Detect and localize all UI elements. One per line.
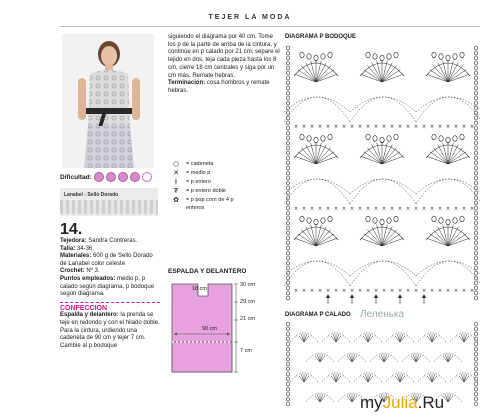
svg-text:×: ×: [422, 288, 427, 294]
magazine-header: TEJER LA MODA: [208, 14, 292, 21]
svg-text:×: ×: [454, 288, 459, 294]
yarn-sample-image: [60, 200, 158, 214]
svg-text:×: ×: [430, 206, 435, 212]
svg-text:×: ×: [382, 124, 387, 130]
svg-text:×: ×: [414, 288, 419, 294]
svg-text:×: ×: [390, 124, 395, 130]
svg-text:×: ×: [390, 288, 395, 294]
legend-label: = p entero: [186, 179, 211, 185]
watermark: Леленька: [360, 309, 405, 320]
svg-text:×: ×: [382, 288, 387, 294]
difficulty-dot-empty-icon: [142, 172, 152, 182]
svg-text:×: ×: [310, 288, 315, 294]
puntos-key: Puntos empleados:: [60, 275, 116, 282]
svg-text:×: ×: [422, 124, 427, 130]
svg-text:×: ×: [398, 206, 403, 212]
svg-text:×: ×: [318, 206, 323, 212]
svg-text:×: ×: [310, 206, 315, 212]
svg-text:×: ×: [406, 124, 411, 130]
difficulty-dot-icon: [106, 172, 116, 182]
svg-text:×: ×: [302, 124, 307, 130]
svg-text:×: ×: [302, 288, 307, 294]
difficulty-dot-icon: [118, 172, 128, 182]
legend-item: [170, 160, 246, 168]
talla-value: 34-36.: [76, 245, 94, 252]
difficulty-rating: [60, 172, 152, 182]
svg-text:×: ×: [430, 288, 435, 294]
dim-h2: 29 cm: [240, 299, 255, 305]
legend-label: = p entero doble: [186, 188, 226, 194]
svg-text:×: ×: [342, 288, 347, 294]
espalda-key: Espalda y delantero:: [60, 312, 119, 319]
svg-text:×: ×: [406, 288, 411, 294]
svg-text:×: ×: [406, 206, 411, 212]
talla-key: Talla:: [60, 245, 76, 252]
single-crochet-icon: ✕: [173, 169, 179, 177]
svg-text:×: ×: [366, 124, 371, 130]
svg-text:×: ×: [350, 288, 355, 294]
espalda-value: la prenda se teje en redondo y con el hilado doble. Para la cintura, urdiendo una cadeneta de 90 cm y tejer 7 cm. Cambie al p bodoque: [60, 312, 160, 349]
double-crochet-icon: ƚ: [175, 178, 177, 186]
svg-text:×: ×: [470, 206, 475, 212]
svg-text:×: ×: [398, 288, 403, 294]
svg-text:×: ×: [462, 124, 467, 130]
svg-text:×: ×: [438, 124, 443, 130]
svg-text:×: ×: [374, 288, 379, 294]
difficulty-dot-icon: [130, 172, 140, 182]
svg-text:×: ×: [446, 288, 451, 294]
svg-text:×: ×: [462, 288, 467, 294]
svg-text:×: ×: [374, 124, 379, 130]
svg-text:×: ×: [462, 206, 467, 212]
confeccion-heading: CONFECCIÓN: [60, 302, 160, 313]
svg-text:×: ×: [438, 288, 443, 294]
dim-h1: 30 cm: [240, 282, 255, 288]
svg-text:×: ×: [310, 124, 315, 130]
svg-text:×: ×: [294, 124, 299, 130]
svg-text:×: ×: [454, 206, 459, 212]
svg-text:×: ×: [326, 206, 331, 212]
svg-text:×: ×: [366, 206, 371, 212]
dim-top: 18 cm: [192, 286, 207, 292]
crochet-key: Crochet:: [60, 268, 85, 275]
garment-schematic: [168, 276, 280, 394]
svg-text:×: ×: [334, 206, 339, 212]
svg-text:×: ×: [438, 206, 443, 212]
svg-text:×: ×: [342, 124, 347, 130]
svg-text:×: ×: [358, 124, 363, 130]
svg-text:×: ×: [294, 288, 299, 294]
svg-text:×: ×: [414, 206, 419, 212]
tejedora-value: Sandra Contreras.: [88, 238, 138, 244]
difficulty-label: Dificultad:: [60, 173, 92, 181]
instructions-body: siguiendo el diagrama por 40 cm. Tome los p de la parte de arriba de la cintura, y continúe en p calado por 21 cm; separe el tejido en dos, teja cada pieza hasta los 8 cm, cierre 18 cm centrales y siga por un cm más. Remate hebras.: [168, 34, 280, 79]
stitch-legend: [170, 160, 246, 213]
svg-text:×: ×: [350, 206, 355, 212]
svg-text:×: ×: [382, 206, 387, 212]
svg-text:×: ×: [454, 124, 459, 130]
difficulty-dot-icon: [94, 172, 104, 182]
yarn-label: Lanabel - Sello Dorado: [64, 192, 119, 198]
dim-width: 90 cm: [202, 326, 217, 332]
instructions-text: [168, 34, 280, 96]
svg-text:×: ×: [358, 288, 363, 294]
svg-text:×: ×: [350, 124, 355, 130]
svg-text:×: ×: [470, 124, 475, 130]
svg-text:×: ×: [446, 124, 451, 130]
legend-label: = p pop corn de 4 p enteros: [186, 197, 234, 211]
bodoque-stitch-diagram: [284, 44, 480, 306]
popcorn-stitch-icon: ✿: [173, 196, 179, 204]
crochet-value: Nº 3.: [86, 268, 100, 275]
svg-text:×: ×: [414, 124, 419, 130]
legend-label: = medio p: [186, 170, 211, 176]
legend-item: [170, 187, 246, 195]
materiales-value: 600 g de Sello Dorado de Lanabel color celeste: [60, 253, 153, 267]
svg-text:×: ×: [398, 124, 403, 130]
yarn-swatch: [60, 188, 158, 216]
svg-text:×: ×: [326, 124, 331, 130]
svg-text:×: ×: [422, 206, 427, 212]
svg-text:×: ×: [302, 206, 307, 212]
legend-item: [170, 178, 246, 186]
terminacion-value: cosa hombros y remate hebras.: [168, 80, 270, 94]
dim-h3: 21 cm: [240, 316, 255, 322]
svg-text:×: ×: [318, 124, 323, 130]
svg-text:×: ×: [318, 288, 323, 294]
brand-part-my: my: [360, 393, 383, 412]
tejedora-key: Tejedora:: [60, 238, 87, 244]
svg-text:×: ×: [430, 124, 435, 130]
brand-part-ru: .Ru: [417, 393, 445, 412]
puntos-value: medio p, p calado según diagrama, p bodoque según diagrama.: [60, 275, 155, 298]
calado-diagram-title: DIAGRAMA P CALADO: [285, 312, 351, 318]
svg-text:×: ×: [326, 288, 331, 294]
legend-item: [170, 196, 246, 212]
pattern-details: [60, 222, 160, 350]
header-rule: [60, 26, 480, 27]
svg-text:×: ×: [334, 288, 339, 294]
svg-text:×: ×: [366, 288, 371, 294]
svg-text:×: ×: [342, 206, 347, 212]
pattern-number: 14.: [60, 221, 83, 238]
svg-text:×: ×: [470, 288, 475, 294]
chain-stitch-icon: ○: [172, 160, 180, 168]
site-logo: [360, 393, 444, 413]
svg-text:×: ×: [334, 124, 339, 130]
svg-text:×: ×: [390, 206, 395, 212]
legend-item: [170, 169, 246, 177]
svg-text:×: ×: [374, 206, 379, 212]
legend-label: = cadeneta: [186, 161, 214, 167]
svg-text:×: ×: [294, 206, 299, 212]
terminacion-key: Terminación:: [168, 80, 206, 87]
dim-h4: 7 cm: [240, 348, 252, 354]
svg-text:×: ×: [358, 206, 363, 212]
treble-crochet-icon: ₮: [173, 187, 179, 195]
bodoque-diagram-title: DIAGRAMA P BODOQUE: [285, 34, 357, 40]
svg-text:×: ×: [446, 206, 451, 212]
brand-part-julia: Julia: [382, 393, 418, 412]
model-photo: [62, 34, 154, 168]
schematic-title: ESPALDA Y DELANTERO: [168, 268, 247, 275]
materiales-key: Materiales:: [60, 253, 92, 260]
